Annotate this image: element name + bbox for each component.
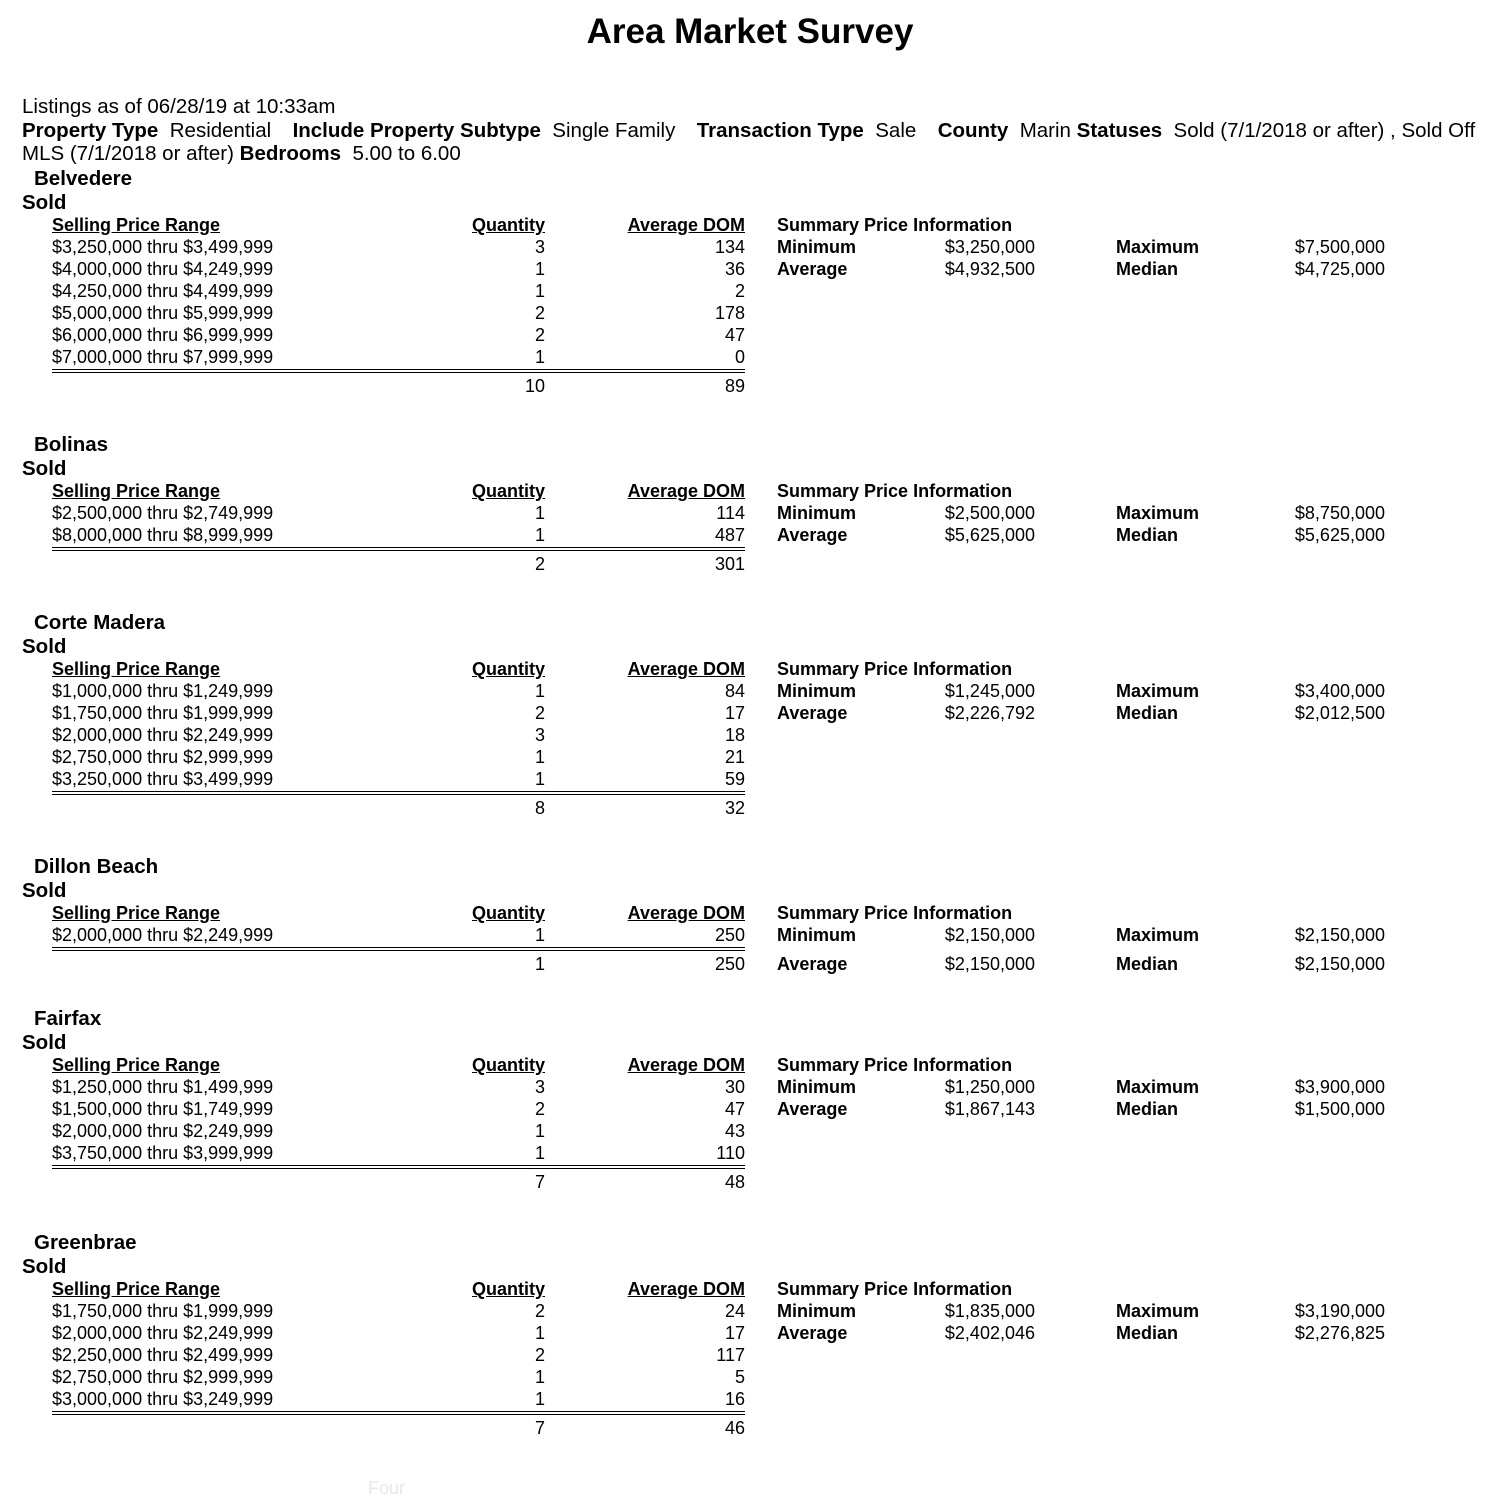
totals-row: [0, 1415, 1500, 1441]
price-range: $1,500,000 thru $1,749,999: [52, 1099, 274, 1119]
average-dom: 84: [724, 681, 745, 701]
header-quantity: Quantity: [471, 659, 545, 679]
table-row: [0, 324, 1500, 346]
table-header: [0, 1054, 1500, 1076]
table-row: [0, 924, 1500, 946]
price-range: $1,000,000 thru $1,249,999: [52, 681, 274, 701]
total-quantity: 2: [534, 554, 545, 574]
status-label: Sold: [22, 191, 67, 214]
totals-row: [0, 1169, 1500, 1195]
quantity: 3: [534, 1077, 545, 1097]
criteria-value: Residential: [169, 118, 272, 142]
average-dom: 250: [714, 925, 745, 945]
table-header: [0, 1278, 1500, 1300]
average-dom: 47: [724, 325, 745, 345]
price-range: $3,750,000 thru $3,999,999: [52, 1143, 274, 1163]
table-row: [0, 1120, 1500, 1142]
quantity: 2: [534, 1099, 545, 1119]
header-average-dom: Average DOM: [627, 1055, 745, 1075]
quantity: 1: [534, 1121, 545, 1141]
header-selling-price-range: Selling Price Range: [52, 659, 221, 679]
header-average-dom: Average DOM: [627, 659, 745, 679]
summary-maximum-label: Maximum: [1116, 237, 1200, 257]
average-dom: 487: [714, 525, 745, 545]
average-dom: 36: [724, 259, 745, 279]
quantity: 1: [534, 259, 545, 279]
summary-maximum-label: Maximum: [1116, 1301, 1200, 1321]
average-dom: 117: [716, 1345, 745, 1365]
summary-maximum-value: $8,750,000: [1294, 503, 1385, 523]
price-range: $3,250,000 thru $3,499,999: [52, 769, 274, 789]
area-name: Corte Madera: [34, 611, 166, 634]
total-quantity: 1: [534, 954, 545, 974]
total-quantity: 7: [534, 1418, 545, 1438]
summary-maximum-value: $7,500,000: [1294, 237, 1385, 257]
price-range: $2,000,000 thru $2,249,999: [52, 1121, 274, 1141]
area-section: [0, 167, 1500, 399]
average-dom: 43: [724, 1121, 745, 1141]
quantity: 1: [534, 1143, 545, 1163]
summary-minimum-label: Minimum: [777, 237, 856, 257]
table-row: [0, 1098, 1500, 1120]
summary-minimum-label: Minimum: [777, 503, 856, 523]
price-range: $8,000,000 thru $8,999,999: [52, 525, 274, 545]
criteria-value: Sale: [875, 118, 917, 142]
quantity: 1: [534, 681, 545, 701]
quantity: 1: [534, 1323, 545, 1343]
price-range: $4,000,000 thru $4,249,999: [52, 259, 274, 279]
area-name: Bolinas: [34, 433, 109, 456]
table-row: [0, 1076, 1500, 1098]
criteria-label: Bedrooms: [239, 142, 342, 165]
table-header: [0, 214, 1500, 236]
summary-average-value: $2,150,000: [944, 954, 1035, 974]
summary-maximum-value: $3,400,000: [1294, 681, 1385, 701]
summary-average-label: Average: [777, 954, 848, 974]
summary-average-label: Average: [777, 525, 848, 545]
header-average-dom: Average DOM: [627, 1279, 745, 1299]
quantity: 1: [534, 1367, 545, 1387]
totals-row: [0, 551, 1500, 577]
quantity: 2: [534, 1301, 545, 1321]
summary-average-label: Average: [777, 703, 848, 723]
total-average-dom: 250: [714, 954, 745, 974]
header-quantity: Quantity: [471, 215, 545, 235]
quantity: 2: [534, 325, 545, 345]
summary-average-value: $4,932,500: [944, 259, 1035, 279]
summary-maximum-value: $2,150,000: [1294, 925, 1385, 945]
table-row: [0, 258, 1500, 280]
table-header: [0, 480, 1500, 502]
average-dom: 110: [716, 1143, 745, 1163]
summary-median-label: Median: [1116, 1323, 1179, 1343]
area-name: Dillon Beach: [34, 855, 159, 878]
price-range: $2,500,000 thru $2,749,999: [52, 503, 274, 523]
quantity: 2: [534, 703, 545, 723]
summary-minimum-value: $1,250,000: [944, 1077, 1035, 1097]
summary-median-label: Median: [1116, 703, 1179, 723]
price-range: $1,250,000 thru $1,499,999: [52, 1077, 274, 1097]
table-row: [0, 524, 1500, 546]
table-row: [0, 1322, 1500, 1344]
average-dom: 134: [714, 237, 745, 257]
header-selling-price-range: Selling Price Range: [52, 1279, 221, 1299]
summary-maximum-label: Maximum: [1116, 925, 1200, 945]
table-row: [0, 1344, 1500, 1366]
footer-mark: Four: [368, 1478, 406, 1498]
price-range: $3,000,000 thru $3,249,999: [52, 1389, 274, 1409]
summary-median-value: $1,500,000: [1294, 1099, 1385, 1119]
total-average-dom: 301: [714, 554, 745, 574]
average-dom: 5: [734, 1367, 745, 1387]
header-quantity: Quantity: [471, 481, 545, 501]
average-dom: 2: [734, 281, 745, 301]
table-row: [0, 1300, 1500, 1322]
header-selling-price-range: Selling Price Range: [52, 903, 221, 923]
area-section: [0, 433, 1500, 577]
quantity: 3: [534, 237, 545, 257]
table-header: [0, 902, 1500, 924]
summary-median-label: Median: [1116, 1099, 1179, 1119]
totals-row: [0, 951, 1500, 977]
average-dom: 17: [724, 703, 745, 723]
summary-average-label: Average: [777, 259, 848, 279]
total-quantity: 10: [524, 376, 545, 396]
table-row: [0, 724, 1500, 746]
criteria-label: Transaction Type: [696, 118, 864, 142]
price-range-table: [0, 902, 1500, 977]
total-quantity: 7: [534, 1172, 545, 1192]
criteria-label: Include Property Subtype: [292, 118, 541, 142]
criteria-line: [22, 119, 1492, 166]
summary-average-value: $2,226,792: [944, 703, 1035, 723]
quantity: 1: [534, 347, 545, 367]
table-row: [0, 1388, 1500, 1410]
summary-average-value: $1,867,143: [944, 1099, 1035, 1119]
criteria-label: Property Type: [22, 118, 159, 142]
quantity: 1: [534, 769, 545, 789]
summary-minimum-value: $1,245,000: [944, 681, 1035, 701]
header-average-dom: Average DOM: [627, 215, 745, 235]
table-row: [0, 1142, 1500, 1164]
price-range: $2,750,000 thru $2,999,999: [52, 1367, 274, 1387]
status-label: Sold: [22, 879, 67, 902]
area-name: Fairfax: [34, 1007, 102, 1030]
header-summary-price-information: Summary Price Information: [777, 1279, 1013, 1299]
summary-minimum-label: Minimum: [777, 1301, 856, 1321]
criteria-label: Statuses: [1076, 118, 1163, 142]
totals-row: [0, 373, 1500, 399]
summary-minimum-label: Minimum: [777, 1077, 856, 1097]
total-average-dom: 89: [724, 376, 745, 396]
area-name: Belvedere: [34, 167, 133, 190]
listings-date-line: Listings as of 06/28/19 at 10:33am: [22, 95, 336, 118]
total-quantity: 8: [534, 798, 545, 818]
table-row: [0, 346, 1500, 368]
summary-median-value: $4,725,000: [1294, 259, 1385, 279]
table-row: [0, 502, 1500, 524]
summary-minimum-value: $2,500,000: [944, 503, 1035, 523]
summary-maximum-label: Maximum: [1116, 681, 1200, 701]
criteria-value: 5.00 to 6.00: [352, 142, 461, 165]
summary-average-label: Average: [777, 1323, 848, 1343]
quantity: 1: [534, 925, 545, 945]
header-average-dom: Average DOM: [627, 481, 745, 501]
header-summary-price-information: Summary Price Information: [777, 1055, 1013, 1075]
header-quantity: Quantity: [471, 1279, 545, 1299]
summary-median-label: Median: [1116, 525, 1179, 545]
average-dom: 17: [724, 1323, 745, 1343]
quantity: 1: [534, 281, 545, 301]
table-row: [0, 280, 1500, 302]
average-dom: 30: [724, 1077, 745, 1097]
status-label: Sold: [22, 1255, 67, 1278]
quantity: 1: [534, 503, 545, 523]
quantity: 1: [534, 1389, 545, 1409]
price-range-table: [0, 1054, 1500, 1195]
price-range: $7,000,000 thru $7,999,999: [52, 347, 274, 367]
table-row: [0, 746, 1500, 768]
totals-row: [0, 795, 1500, 821]
table-row: [0, 236, 1500, 258]
header-summary-price-information: Summary Price Information: [777, 481, 1013, 501]
summary-maximum-label: Maximum: [1116, 503, 1200, 523]
area-sections: [0, 167, 1500, 1441]
total-average-dom: 48: [724, 1172, 745, 1192]
summary-median-value: $2,012,500: [1294, 703, 1385, 723]
header-quantity: Quantity: [471, 903, 545, 923]
summary-minimum-label: Minimum: [777, 681, 856, 701]
average-dom: 0: [734, 347, 745, 367]
total-average-dom: 46: [724, 1418, 745, 1438]
table-row: [0, 302, 1500, 324]
quantity: 2: [534, 1345, 545, 1365]
price-range: $2,000,000 thru $2,249,999: [52, 925, 274, 945]
page-title: Area Market Survey: [586, 12, 914, 51]
summary-maximum-label: Maximum: [1116, 1077, 1200, 1097]
summary-median-label: Median: [1116, 954, 1179, 974]
price-range-table: [0, 1278, 1500, 1441]
average-dom: 16: [724, 1389, 745, 1409]
average-dom: 24: [724, 1301, 745, 1321]
status-label: Sold: [22, 635, 67, 658]
price-range: $6,000,000 thru $6,999,999: [52, 325, 274, 345]
area-section: [0, 855, 1500, 977]
summary-maximum-value: $3,900,000: [1294, 1077, 1385, 1097]
header-selling-price-range: Selling Price Range: [52, 481, 221, 501]
table-header: [0, 658, 1500, 680]
price-range: $2,000,000 thru $2,249,999: [52, 1323, 274, 1343]
price-range: $2,000,000 thru $2,249,999: [52, 725, 274, 745]
average-dom: 178: [714, 303, 745, 323]
area-name: Greenbrae: [34, 1231, 137, 1254]
price-range: $1,750,000 thru $1,999,999: [52, 703, 274, 723]
criteria-value: Single Family: [552, 118, 676, 142]
table-row: [0, 1366, 1500, 1388]
summary-median-value: $5,625,000: [1294, 525, 1385, 545]
price-range: $1,750,000 thru $1,999,999: [52, 1301, 274, 1321]
criteria-label: County: [937, 118, 1009, 142]
header-quantity: Quantity: [471, 1055, 545, 1075]
header-selling-price-range: Selling Price Range: [52, 215, 221, 235]
price-range-table: [0, 214, 1500, 399]
table-row: [0, 680, 1500, 702]
price-range-table: [0, 480, 1500, 577]
area-section: [0, 611, 1500, 821]
average-dom: 47: [724, 1099, 745, 1119]
quantity: 1: [534, 747, 545, 767]
criteria-value: Sold (7/1/2018 or after) , Sold Off MLS (7/1/2018 or after): [22, 118, 1476, 165]
summary-average-label: Average: [777, 1099, 848, 1119]
summary-average-value: $2,402,046: [944, 1323, 1035, 1343]
summary-maximum-value: $3,190,000: [1294, 1301, 1385, 1321]
price-range: $2,750,000 thru $2,999,999: [52, 747, 274, 767]
summary-minimum-value: $3,250,000: [944, 237, 1035, 257]
header-summary-price-information: Summary Price Information: [777, 659, 1013, 679]
average-dom: 18: [724, 725, 745, 745]
quantity: 2: [534, 303, 545, 323]
price-range: $2,250,000 thru $2,499,999: [52, 1345, 274, 1365]
table-row: [0, 702, 1500, 724]
search-criteria: [22, 95, 1492, 166]
header-summary-price-information: Summary Price Information: [777, 215, 1013, 235]
average-dom: 59: [724, 769, 745, 789]
summary-average-value: $5,625,000: [944, 525, 1035, 545]
price-range: $4,250,000 thru $4,499,999: [52, 281, 274, 301]
quantity: 3: [534, 725, 545, 745]
summary-median-label: Median: [1116, 259, 1179, 279]
price-range: $5,000,000 thru $5,999,999: [52, 303, 274, 323]
header-average-dom: Average DOM: [627, 903, 745, 923]
total-average-dom: 32: [724, 798, 745, 818]
summary-median-value: $2,276,825: [1294, 1323, 1385, 1343]
quantity: 1: [534, 525, 545, 545]
price-range: $3,250,000 thru $3,499,999: [52, 237, 274, 257]
summary-minimum-value: $2,150,000: [944, 925, 1035, 945]
area-section: [0, 1007, 1500, 1195]
header-summary-price-information: Summary Price Information: [777, 903, 1013, 923]
criteria-value: Marin: [1019, 118, 1071, 142]
area-section: [0, 1231, 1500, 1441]
status-label: Sold: [22, 457, 67, 480]
average-dom: 114: [716, 503, 745, 523]
price-range-table: [0, 658, 1500, 821]
average-dom: 21: [724, 747, 745, 767]
status-label: Sold: [22, 1031, 67, 1054]
summary-minimum-label: Minimum: [777, 925, 856, 945]
header-selling-price-range: Selling Price Range: [52, 1055, 221, 1075]
table-row: [0, 768, 1500, 790]
summary-median-value: $2,150,000: [1294, 954, 1385, 974]
summary-minimum-value: $1,835,000: [944, 1301, 1035, 1321]
